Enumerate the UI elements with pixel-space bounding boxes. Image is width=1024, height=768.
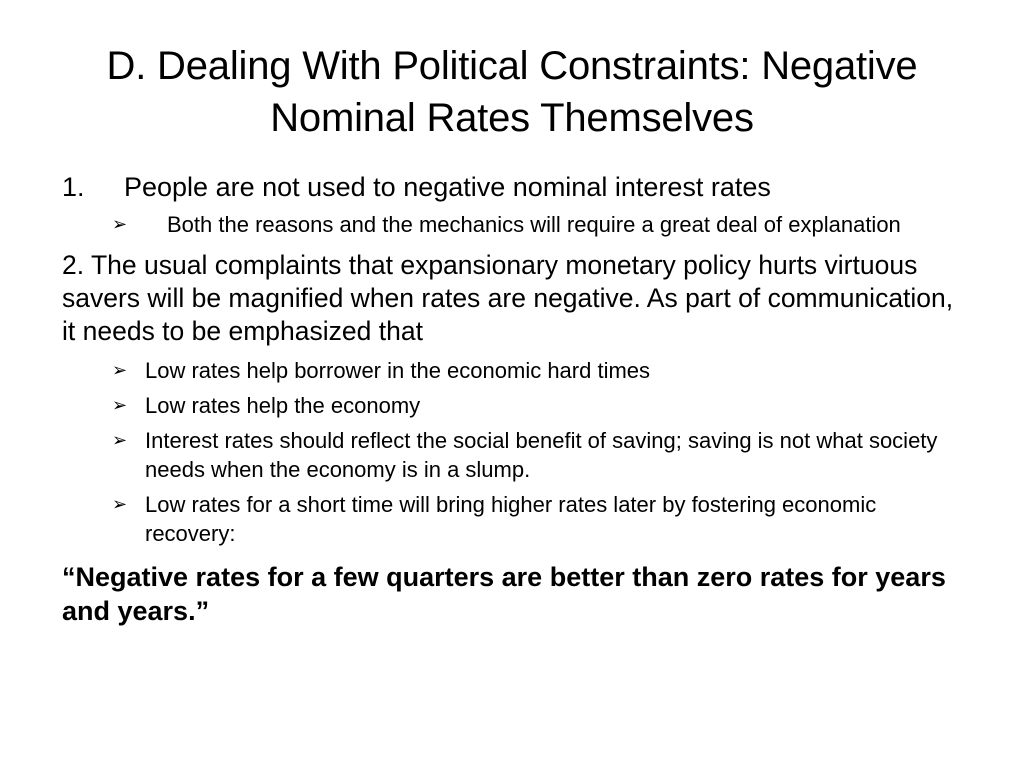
sub-bullet-2-4-text: Low rates for a short time will bring higher rates later by fostering economic recovery: [145,492,877,546]
arrowhead-bullet-icon: ➢ [112,360,128,381]
list-item-2-text: The usual complaints that expansionary monetary policy hurts virtuous savers will be magnified when rates are negative. As part of communication, it needs to be emphasized that [62,250,954,346]
sub-bullet-2-2 [112,391,972,420]
list-number-1: 1. [62,172,85,202]
sub-bullet-2-1 [112,356,972,385]
sub-bullet-1-1 [112,210,972,239]
sub-bullet-2-3-text: Interest rates should reflect the social benefit of saving; saving is not what society needs when the economy is in a slump. [145,428,938,482]
sub-bullet-1-1-text: Both the reasons and the mechanics will require a great deal of explanation [167,212,901,237]
sub-bullet-2-1-text: Low rates help borrower in the economic hard times [145,358,651,383]
sub-bullet-2-2-text: Low rates help the economy [145,393,421,418]
list-item-1 [62,170,972,204]
arrowhead-bullet-icon: ➢ [112,395,128,416]
list-number-2: 2. [62,250,85,280]
quote-text: “Negative rates for a few quarters are better than zero rates for years and years.” [62,562,946,626]
slide-title: D. Dealing With Political Constraints: Negative Nominal Rates Themselves [106,44,918,140]
sub-bullet-2-4 [112,490,972,548]
list-item-2 [62,249,972,348]
slide-body [62,170,972,628]
list-item-1-text: People are not used to negative nominal interest rates [124,172,771,202]
sub-bullet-2-3 [112,426,972,484]
arrowhead-bullet-icon: ➢ [112,430,128,451]
arrowhead-bullet-icon: ➢ [112,214,128,235]
arrowhead-bullet-icon: ➢ [112,494,128,515]
